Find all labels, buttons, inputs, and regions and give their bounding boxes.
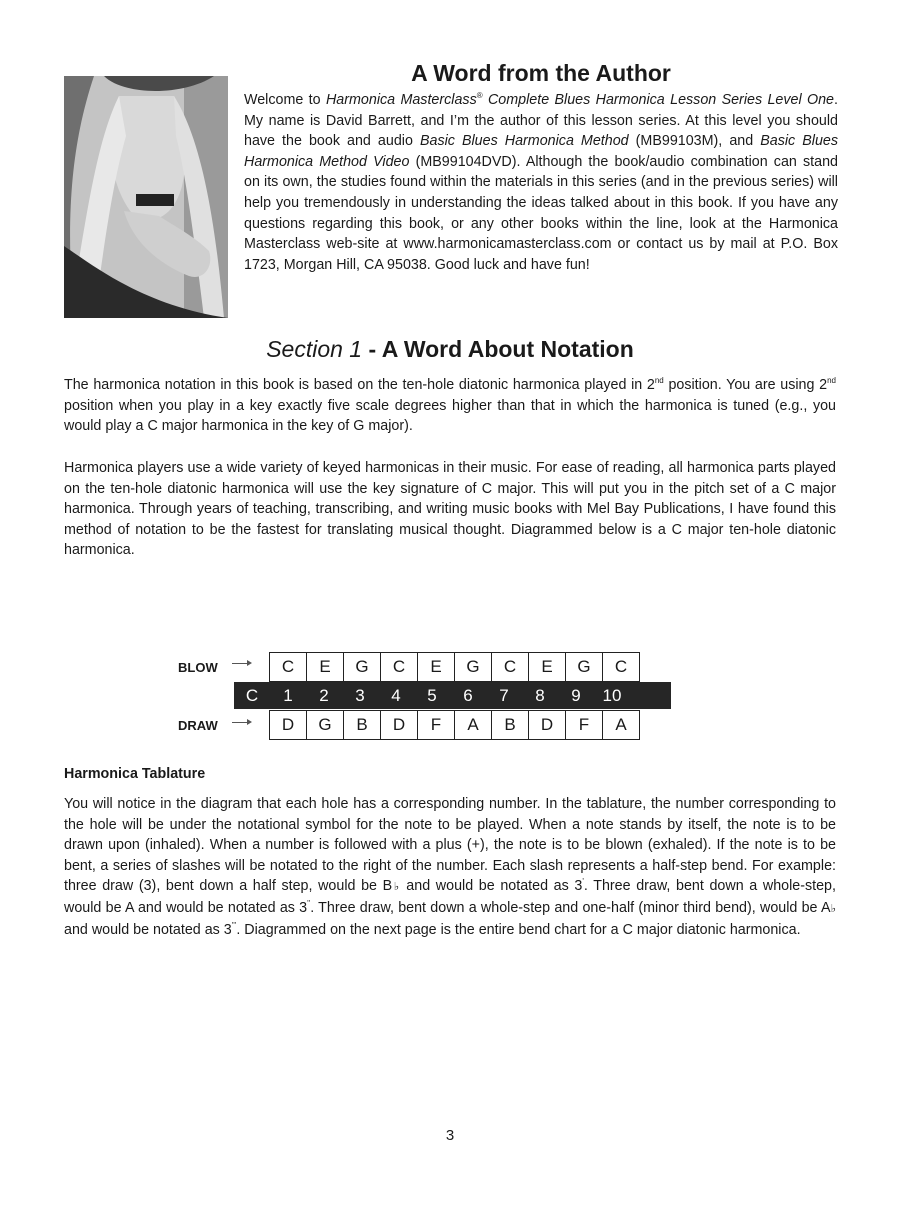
draw-note: A — [602, 710, 640, 740]
author-intro-text: Welcome to Harmonica Masterclass® Complete Blues Harmonica Lesson Series Level One. My name is David Barrett, and I’m the author of this lesson series. At this level you should have the book and audio Basic Blues Harmonica Method (MB99103M), and Basic Blues Harmonica Method Video (MB99104DVD). Although the book/audio combination can stand on its own, the studies found within the materials in this series (and in the previous series) will help you tremendously in understanding the ideas talked about in this book. If you have any questions regarding this book, or any other books within the line, look at the Harmonica Masterclass web-site at www.harmonicamasterclass.com or contact us by mail at P.O. Box 1723, Morgan Hill, CA 95038. Good luck and have fun! — [244, 91, 839, 273]
flat-symbol: ♭ — [830, 902, 836, 915]
blow-note: C — [380, 652, 418, 682]
author-photo — [64, 76, 228, 318]
notation-paragraph-2: Harmonica players use a wide variety of keyed harmonicas in their music. For ease of reading, all harmonica parts played on the ten-hole diatonic harmonica will use the key signature of C major. This will put you in the pitch set of a C major harmonica. Through years of teaching, transcribing, and writing music books with Mel Bay Publications, I have found this method of notation to be the fastest for translating musical thought. Diagrammed below is a C major ten-hole diatonic harmonica. — [64, 460, 836, 559]
draw-note: B — [491, 710, 529, 740]
author-section-title: A Word from the Author — [411, 60, 671, 86]
blow-note: G — [454, 652, 492, 682]
hole-number: 7 — [499, 685, 509, 705]
hole-number: 2 — [319, 685, 329, 705]
blow-note: E — [417, 652, 455, 682]
series-name: Harmonica Masterclass — [325, 92, 477, 108]
blow-note: E — [306, 652, 344, 682]
draw-note: D — [528, 710, 566, 740]
blow-note: C — [491, 652, 529, 682]
blow-label: BLOW — [178, 660, 218, 675]
draw-note: F — [417, 710, 455, 740]
tablature-heading: Harmonica Tablature — [64, 766, 206, 782]
draw-note: A — [454, 710, 492, 740]
blow-notes-row — [270, 652, 640, 682]
blow-note: C — [602, 652, 640, 682]
hole-number: 6 — [463, 685, 473, 705]
hole-number: 8 — [535, 685, 545, 705]
blow-note: C — [269, 652, 307, 682]
hole-number: 10 — [602, 685, 622, 705]
draw-note: G — [306, 710, 344, 740]
notation-paragraph-1: The harmonica notation in this book is based on the ten-hole diatonic harmonica played in 2nd position. You are using 2nd position when you play in a key exactly five scale degrees higher than that in which the harmonica is tuned (e.g., you would play a C major harmonica in the key of G major). — [64, 376, 836, 435]
hole-number: 5 — [427, 685, 437, 705]
hole-number: 1 — [283, 685, 293, 705]
flat-symbol: ♭ — [392, 881, 401, 894]
page-number: 3 — [445, 1127, 455, 1144]
draw-note: D — [380, 710, 418, 740]
blow-arrow-icon — [232, 663, 250, 664]
draw-note: D — [269, 710, 307, 740]
draw-note: F — [565, 710, 603, 740]
draw-notes-row — [270, 710, 640, 740]
book-title: Basic Blues Harmonica Method — [419, 133, 629, 150]
tablature-paragraph: You will notice in the diagram that each hole has a corresponding number. In the tablature, the number corresponding to the hole will be under the notational symbol for the note to be played. When a note stands by itself, the note is to be drawn upon (inhaled). When a number is followed with a plus (+), the note is to be blown (exhaled). If the note is to be bent, a series of slashes will be notated to the right of the number. Each slash represents a half-step bend. For example: three draw (3), bent down a half step, would be B♭ and would be notated as 3'. Three draw, bent down a whole-step, would be A and would be notated as 3''. Three draw, bent down a whole-step and one-half (minor third bend), would be A♭ and would be notated as 3'''. Diagrammed on the next page is the entire bend chart for a C major diatonic harmonica. — [64, 796, 836, 938]
draw-label: DRAW — [178, 718, 218, 733]
hole-numbers-row — [234, 682, 671, 709]
blow-note: E — [528, 652, 566, 682]
harmonica-key: C — [245, 685, 259, 705]
hole-number: 3 — [355, 685, 365, 705]
draw-note: B — [343, 710, 381, 740]
hole-number: 4 — [391, 685, 401, 705]
blow-note: G — [565, 652, 603, 682]
harmonica-diagram — [170, 652, 670, 742]
video-title: Basic Blues Harmonica Method Video — [244, 133, 839, 170]
section-title: Section 1 - A Word About Notation — [266, 336, 634, 362]
draw-arrow-icon — [232, 722, 250, 723]
blow-note: G — [343, 652, 381, 682]
hole-number: 9 — [571, 685, 581, 705]
